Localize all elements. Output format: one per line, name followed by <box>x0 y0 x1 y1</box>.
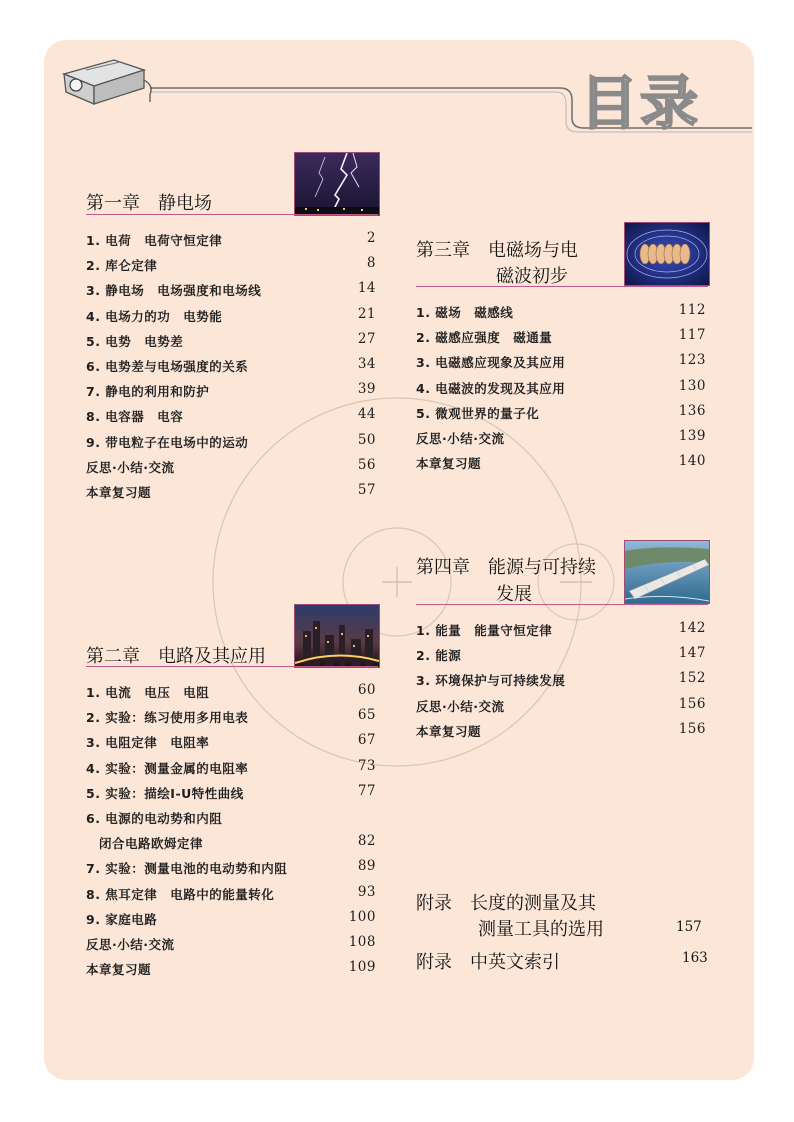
toc-row-page: 67 <box>357 732 376 749</box>
toc-row-label: 反思·小结·交流 <box>416 698 505 714</box>
chapter-1-underline <box>86 214 378 215</box>
toc-row[interactable] <box>86 708 376 728</box>
toc-row-page: 152 <box>678 670 706 687</box>
toc-row-label: 2. 实验：练习使用多用电表 <box>86 710 249 726</box>
toc-row-page: 109 <box>348 959 376 976</box>
chapter-2-title: 第二章 电路及其应用 <box>86 646 266 667</box>
toc-row-label: 2. 能源 <box>416 648 462 664</box>
toc-row-page: 14 <box>357 280 376 297</box>
toc-row[interactable] <box>416 671 706 691</box>
appendix-1-page: 157 <box>676 919 702 935</box>
toc-row-page: 44 <box>357 406 376 423</box>
chapter-3-underline <box>416 286 708 287</box>
toc-row[interactable] <box>86 683 376 703</box>
toc-row[interactable] <box>86 834 376 854</box>
toc-row-page: 156 <box>678 695 706 712</box>
toc-row[interactable] <box>416 379 706 399</box>
toc-row[interactable] <box>416 303 706 323</box>
toc-row-page: 27 <box>357 330 376 347</box>
toc-row[interactable] <box>86 231 376 251</box>
toc-row-label: 本章复习题 <box>416 723 482 739</box>
toc-row-page: 82 <box>357 833 376 850</box>
toc-row[interactable] <box>416 621 706 641</box>
toc-row-label: 7. 实验：测量电池的电动势和内阻 <box>86 861 288 877</box>
toc-row-page: 57 <box>357 482 376 498</box>
toc-row[interactable] <box>86 357 376 377</box>
toc-row[interactable] <box>86 407 376 427</box>
toc-row-label: 9. 带电粒子在电场中的运动 <box>86 434 249 450</box>
toc-row-label: 9. 家庭电路 <box>86 911 158 927</box>
toc-row-label: 5. 微观世界的量子化 <box>416 405 540 421</box>
toc-row[interactable] <box>416 722 706 742</box>
toc-row-label: 3. 静电场 电场强度和电场线 <box>86 283 262 299</box>
toc-row-page: 34 <box>357 356 376 372</box>
appendix-2-page: 163 <box>682 950 708 966</box>
toc-row-label: 4. 电场力的功 电势能 <box>86 308 223 324</box>
toc-row[interactable] <box>416 328 706 348</box>
toc-row[interactable] <box>416 404 706 424</box>
appendix-1-line2: 测量工具的选用 <box>478 919 604 940</box>
chapter-4-title-line1: 第四章 能源与可持续 <box>416 557 596 578</box>
toc-row-page: 136 <box>678 402 706 419</box>
toc-row[interactable] <box>86 256 376 276</box>
toc-row-page: 140 <box>678 453 706 470</box>
toc-row-label: 4. 实验：测量金属的电阻率 <box>86 760 249 776</box>
toc-row[interactable] <box>86 733 376 753</box>
appendix-2-line1: 附录 中英文索引 <box>416 952 560 973</box>
toc-row-label: 8. 焦耳定律 电路中的能量转化 <box>86 886 275 902</box>
appendix-2 <box>416 948 716 972</box>
toc-row[interactable] <box>416 454 706 474</box>
toc-row[interactable] <box>86 935 376 955</box>
toc-row[interactable] <box>416 353 706 373</box>
toc-row[interactable] <box>86 759 376 779</box>
toc-row-label: 2. 库仑定律 <box>86 258 158 274</box>
toc-row-page: 123 <box>678 352 706 369</box>
toc-row-page: 89 <box>357 858 376 875</box>
toc-row-page: 112 <box>678 302 706 318</box>
chapter-3-title-line1: 第三章 电磁场与电 <box>416 240 578 261</box>
projector-icon <box>58 52 158 122</box>
toc-row-label: 3. 电磁感应现象及其应用 <box>416 355 566 371</box>
toc-row-page: 147 <box>678 645 706 662</box>
toc-row-label: 3. 电阻定律 电阻率 <box>86 735 210 751</box>
magnetic-coil-image <box>624 222 710 286</box>
appendix-1-line1: 附录 长度的测量及其 <box>416 893 596 914</box>
toc-row-page: 65 <box>357 707 376 724</box>
toc-row-page: 60 <box>357 682 376 698</box>
toc-row-page: 8 <box>366 255 376 272</box>
toc-row[interactable] <box>86 910 376 930</box>
appendix-1 <box>416 889 716 939</box>
toc-row-page: 139 <box>678 428 706 444</box>
chapter-2-underline <box>86 666 378 667</box>
page-title: 目录 <box>580 69 701 137</box>
toc-row-label: 闭合电路欧姆定律 <box>86 836 204 852</box>
chapter-3-title-line2: 磁波初步 <box>496 266 568 287</box>
toc-row[interactable] <box>86 281 376 301</box>
toc-row[interactable] <box>86 433 376 453</box>
toc-row[interactable] <box>86 382 376 402</box>
toc-row-page: 142 <box>678 620 706 636</box>
toc-row-label: 反思·小结·交流 <box>416 431 505 446</box>
toc-row[interactable] <box>86 784 376 804</box>
toc-row-label: 1. 电荷 电荷守恒定律 <box>86 233 223 248</box>
toc-row-page: 21 <box>357 305 376 322</box>
toc-row[interactable] <box>416 646 706 666</box>
lightning-image <box>294 152 380 216</box>
toc-row-page: 108 <box>348 934 376 950</box>
city-night-image <box>294 604 380 668</box>
toc-row-label: 5. 实验：描绘I-U特性曲线 <box>86 785 244 801</box>
chapter-4-title-line2: 发展 <box>496 584 532 605</box>
toc-row[interactable] <box>86 859 376 879</box>
toc-row-label: 3. 环境保护与可持续发展 <box>416 673 566 689</box>
toc-row[interactable] <box>416 697 706 717</box>
toc-row-label: 1. 磁场 磁感线 <box>416 305 514 320</box>
toc-row[interactable] <box>86 332 376 352</box>
toc-row[interactable] <box>86 960 376 980</box>
toc-row[interactable] <box>86 483 376 503</box>
toc-row[interactable] <box>86 885 376 905</box>
toc-row-page: 73 <box>357 757 376 774</box>
toc-row[interactable] <box>86 809 376 829</box>
toc-row-label: 6. 电势差与电场强度的关系 <box>86 359 249 374</box>
toc-row-page: 156 <box>678 720 706 737</box>
toc-row[interactable] <box>86 458 376 478</box>
toc-row[interactable] <box>86 307 376 327</box>
toc-row-label: 7. 静电的利用和防护 <box>86 384 210 400</box>
toc-row-page: 93 <box>357 883 376 900</box>
toc-row-label: 1. 能量 能量守恒定律 <box>416 623 553 638</box>
toc-row-page: 39 <box>357 381 376 398</box>
toc-row-label: 5. 电势 电势差 <box>86 333 184 349</box>
toc-row-label: 6. 电源的电动势和内阻 <box>86 811 223 826</box>
toc-row-label: 8. 电容器 电容 <box>86 409 184 425</box>
toc-row-label: 反思·小结·交流 <box>86 459 175 475</box>
toc-row-page: 130 <box>678 377 706 394</box>
toc-row-page: 2 <box>366 230 376 246</box>
toc-row[interactable] <box>416 429 706 449</box>
toc-row-page: 117 <box>678 327 706 344</box>
toc-row-label: 反思·小结·交流 <box>86 937 175 952</box>
toc-row-page: 56 <box>357 456 376 473</box>
toc-row-label: 4. 电磁波的发现及其应用 <box>416 380 566 396</box>
dam-image <box>624 540 710 604</box>
toc-row-page: 77 <box>357 782 376 799</box>
chapter-4-underline <box>416 604 708 605</box>
chapter-1-title: 第一章 静电场 <box>86 193 212 214</box>
toc-row-label: 1. 电流 电压 电阻 <box>86 685 210 700</box>
toc-row-label: 本章复习题 <box>86 962 152 978</box>
toc-row-page: 50 <box>357 431 376 448</box>
toc-row-label: 2. 磁感应强度 磁通量 <box>416 330 553 346</box>
toc-row-label: 本章复习题 <box>416 456 482 472</box>
toc-row-label: 本章复习题 <box>86 485 152 500</box>
toc-row-page: 100 <box>348 908 376 925</box>
